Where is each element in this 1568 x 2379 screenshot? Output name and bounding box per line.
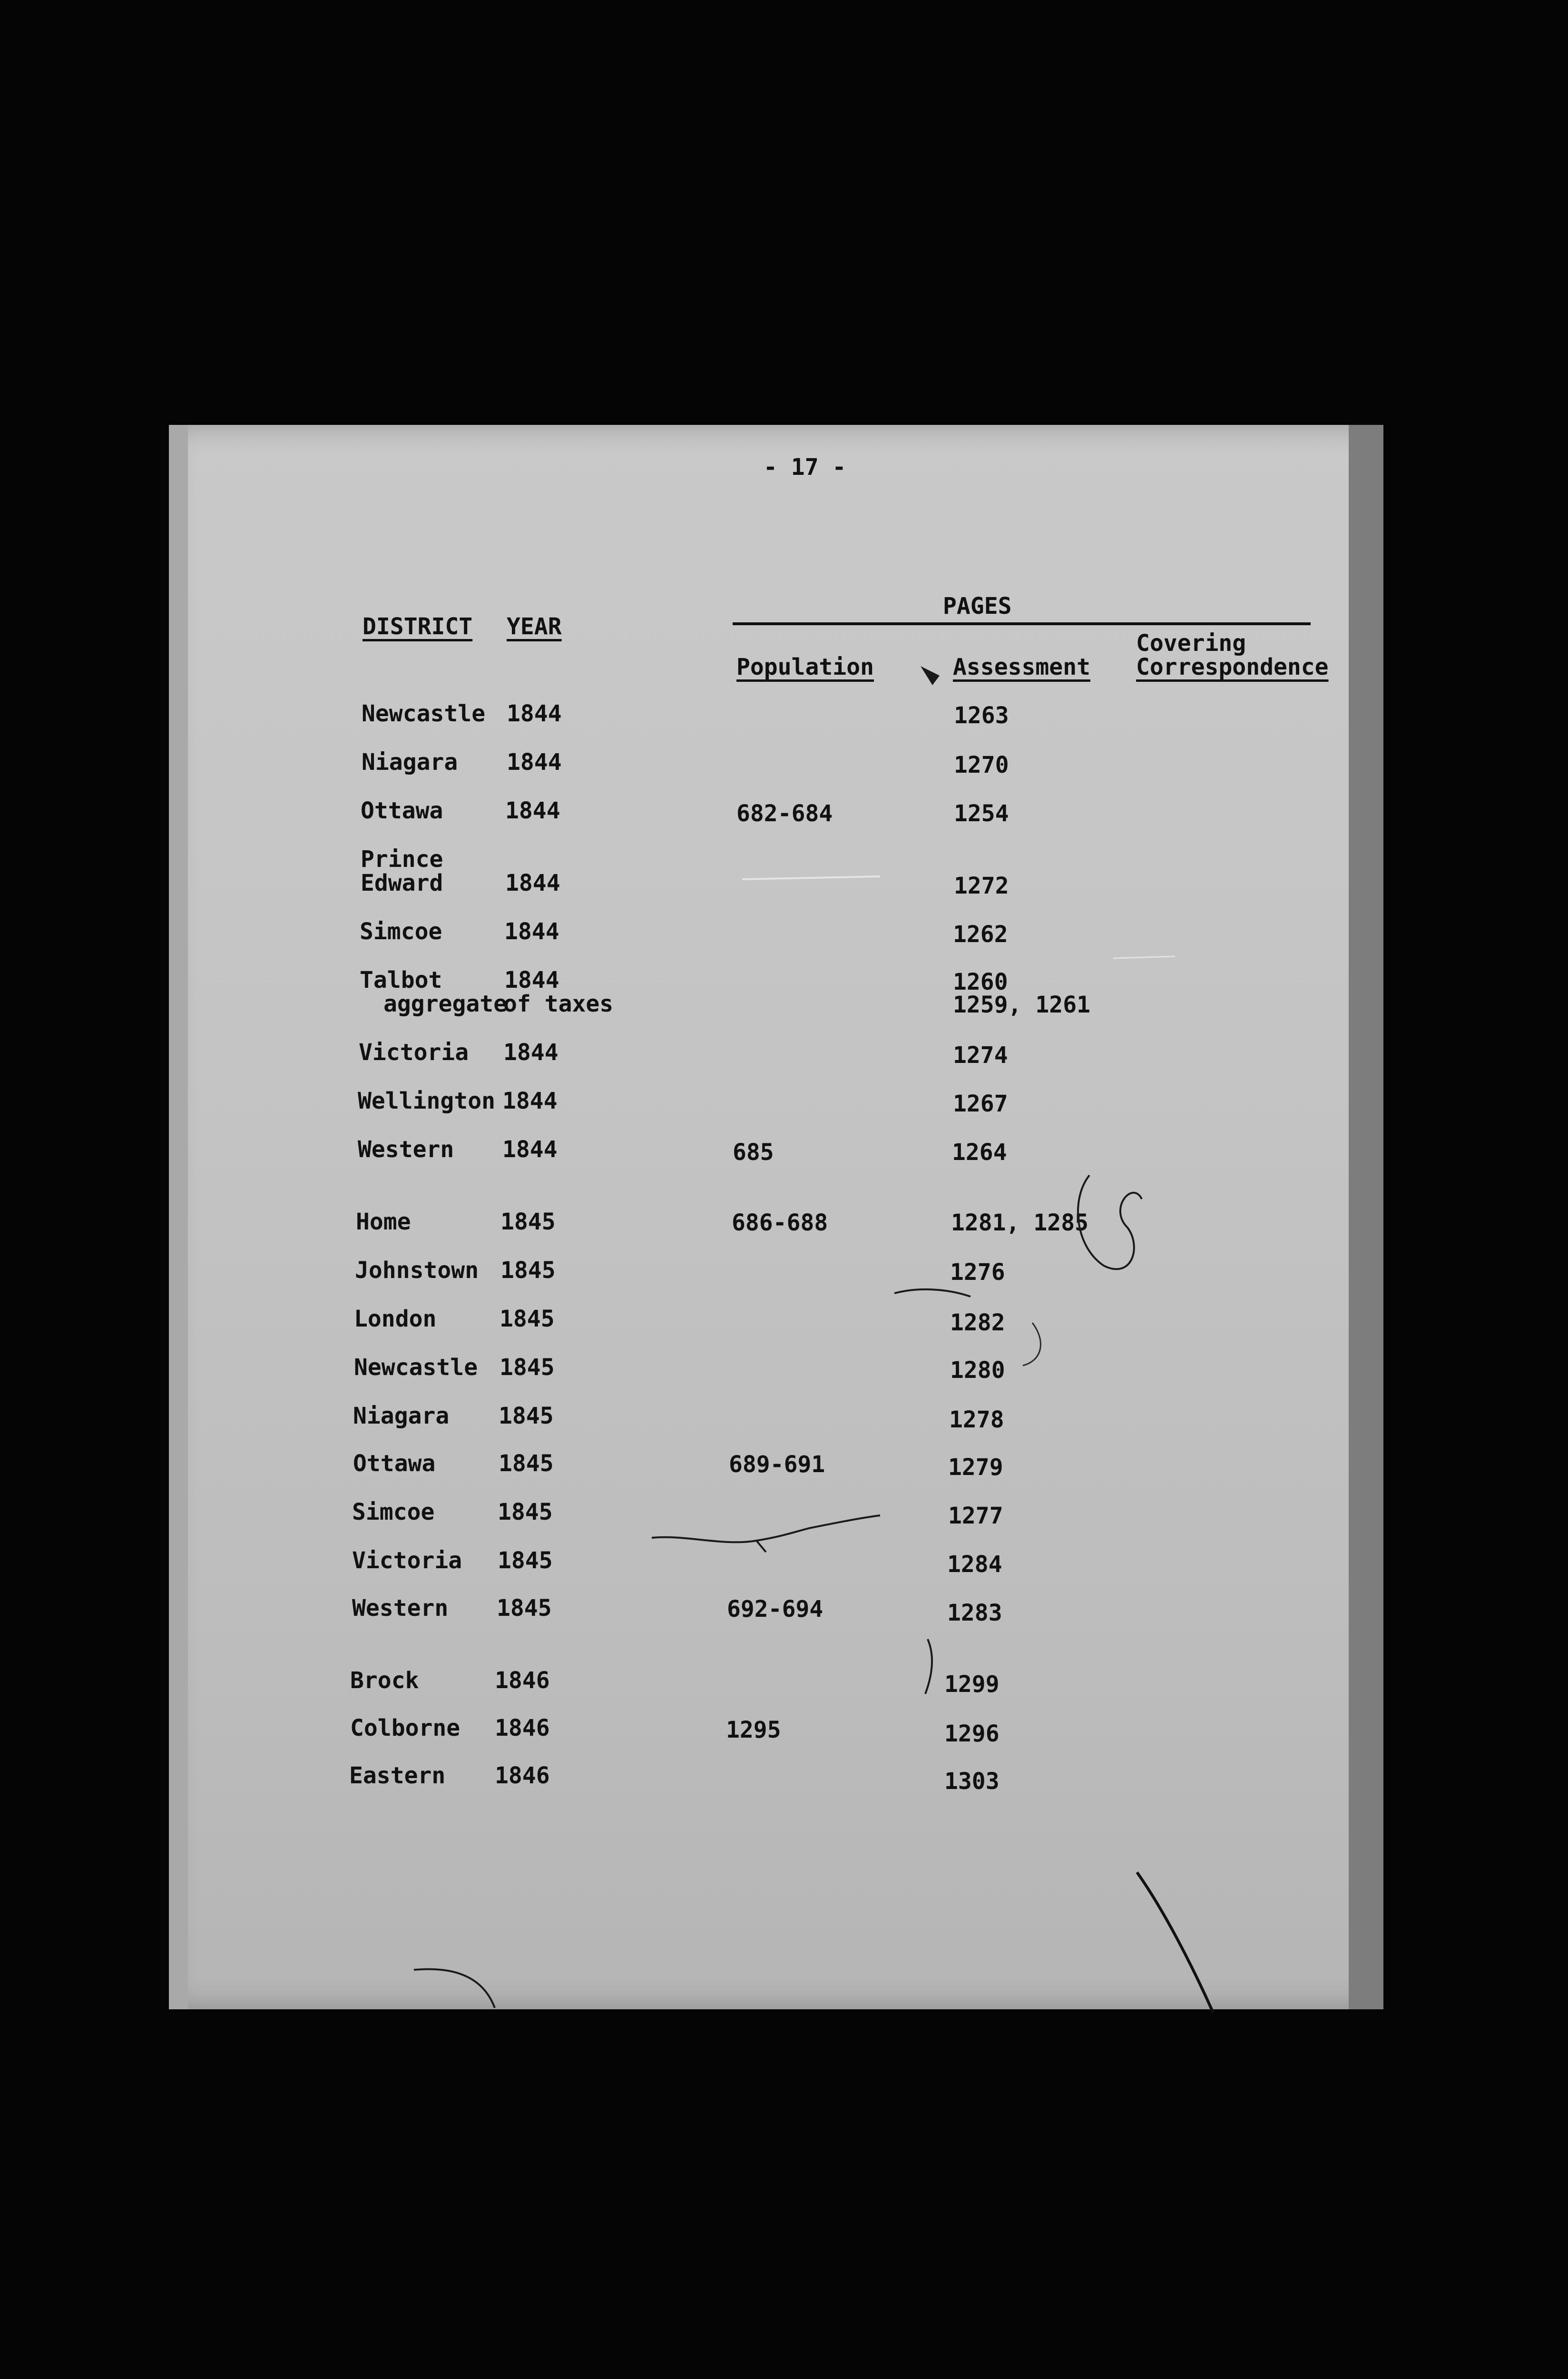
year-cell: 1844 bbox=[504, 918, 559, 945]
header-covering-line2: Correspondence bbox=[1136, 654, 1329, 680]
year-cell: of taxes bbox=[503, 991, 614, 1017]
header-pages: PAGES bbox=[943, 593, 1012, 619]
assessment-cell: 1284 bbox=[947, 1551, 1002, 1578]
assessment-cell: 1279 bbox=[948, 1454, 1003, 1481]
assessment-cell: 1259, 1261 bbox=[953, 992, 1090, 1018]
district-cell: Niagara bbox=[353, 1403, 450, 1429]
scratch-artifact bbox=[1137, 1872, 1213, 2013]
district-cell: Prince bbox=[361, 846, 443, 873]
assessment-cell: 1270 bbox=[954, 752, 1009, 778]
scribble-artifact bbox=[1078, 1175, 1142, 1269]
year-cell: 1845 bbox=[500, 1354, 555, 1381]
year-cell: 1845 bbox=[498, 1547, 553, 1574]
header-covering-line1: Covering bbox=[1136, 630, 1246, 657]
year-cell: 1845 bbox=[500, 1257, 556, 1284]
assessment-cell: 1282 bbox=[950, 1309, 1005, 1336]
district-cell: Niagara bbox=[362, 749, 458, 776]
page-number: - 17 - bbox=[764, 454, 846, 481]
assessment-cell: 1272 bbox=[954, 873, 1009, 899]
year-cell: 1845 bbox=[498, 1499, 553, 1525]
year-cell: 1845 bbox=[499, 1450, 554, 1477]
district-cell: Simcoe bbox=[360, 918, 442, 945]
hair-artifact bbox=[756, 1541, 766, 1552]
year-cell: 1845 bbox=[500, 1306, 555, 1332]
assessment-cell: 1296 bbox=[944, 1720, 1000, 1747]
assessment-cell: 1254 bbox=[954, 800, 1009, 827]
hair-artifact bbox=[652, 1515, 880, 1542]
assessment-cell: 1274 bbox=[953, 1042, 1008, 1069]
assessment-cell: 1283 bbox=[947, 1600, 1002, 1626]
hair-artifact bbox=[925, 1639, 932, 1694]
scan-streak bbox=[1113, 956, 1175, 958]
assessment-cell: 1280 bbox=[950, 1357, 1005, 1384]
population-cell: 685 bbox=[733, 1139, 774, 1166]
district-cell: Ottawa bbox=[361, 797, 443, 824]
population-cell: 682-684 bbox=[736, 800, 833, 827]
assessment-cell: 1299 bbox=[944, 1671, 1000, 1698]
district-cell: Talbot bbox=[360, 967, 442, 993]
district-cell: Newcastle bbox=[362, 700, 486, 727]
district-cell: Johnstown bbox=[355, 1257, 479, 1284]
hair-artifact bbox=[894, 1289, 970, 1297]
header-district: DISTRICT bbox=[363, 613, 473, 640]
year-cell: 1844 bbox=[507, 700, 562, 727]
year-cell: 1844 bbox=[502, 1088, 558, 1114]
assessment-cell: 1264 bbox=[952, 1139, 1007, 1166]
year-cell: 1845 bbox=[499, 1403, 554, 1429]
district-cell: Victoria bbox=[352, 1547, 462, 1574]
district-cell: Home bbox=[356, 1209, 411, 1235]
year-cell: 1844 bbox=[502, 1136, 558, 1163]
assessment-cell: 1281, 1285 bbox=[951, 1209, 1088, 1236]
district-cell: Victoria bbox=[359, 1039, 469, 1066]
assessment-cell: 1260 bbox=[953, 969, 1008, 995]
population-cell: 692-694 bbox=[727, 1596, 823, 1622]
district-cell: Simcoe bbox=[352, 1499, 435, 1525]
district-cell-line2: Edward bbox=[361, 870, 443, 896]
year-cell: 1846 bbox=[495, 1762, 550, 1789]
population-cell: 1295 bbox=[726, 1717, 781, 1743]
year-cell: 1844 bbox=[505, 870, 560, 896]
header-year: YEAR bbox=[507, 613, 562, 640]
year-cell: 1844 bbox=[505, 797, 560, 824]
district-cell: Brock bbox=[350, 1667, 419, 1694]
district-cell: Newcastle bbox=[354, 1354, 478, 1381]
assessment-cell: 1277 bbox=[948, 1503, 1003, 1529]
district-cell: Western bbox=[352, 1595, 449, 1622]
year-cell: 1845 bbox=[500, 1209, 556, 1235]
district-cell: Ottawa bbox=[353, 1450, 436, 1477]
assessment-cell: 1276 bbox=[950, 1259, 1005, 1286]
population-cell: 686-688 bbox=[732, 1209, 828, 1236]
header-assessment: Assessment bbox=[953, 654, 1090, 680]
year-cell: 1844 bbox=[507, 749, 562, 776]
scan-streak bbox=[742, 876, 880, 879]
year-cell: 1846 bbox=[495, 1667, 550, 1694]
assessment-cell: 1262 bbox=[953, 921, 1008, 948]
header-population: Population bbox=[736, 654, 874, 680]
assessment-cell: 1278 bbox=[949, 1406, 1004, 1433]
year-cell: 1844 bbox=[504, 967, 559, 993]
ink-blot bbox=[921, 666, 940, 685]
district-cell: aggregate bbox=[383, 991, 508, 1017]
assessment-cell: 1267 bbox=[953, 1091, 1008, 1117]
year-cell: 1845 bbox=[497, 1595, 552, 1622]
population-cell: 689-691 bbox=[729, 1451, 825, 1478]
hair-artifact bbox=[1023, 1323, 1040, 1366]
district-cell: Wellington bbox=[358, 1088, 495, 1114]
hair-artifact bbox=[414, 1969, 495, 2008]
assessment-cell: 1303 bbox=[944, 1768, 1000, 1795]
year-cell: 1844 bbox=[503, 1039, 559, 1066]
district-cell: Colborne bbox=[350, 1715, 461, 1741]
assessment-cell: 1263 bbox=[954, 702, 1009, 729]
year-cell: 1846 bbox=[495, 1715, 550, 1741]
district-cell: Western bbox=[358, 1136, 454, 1163]
district-cell: London bbox=[354, 1306, 437, 1332]
district-cell: Eastern bbox=[349, 1762, 446, 1789]
